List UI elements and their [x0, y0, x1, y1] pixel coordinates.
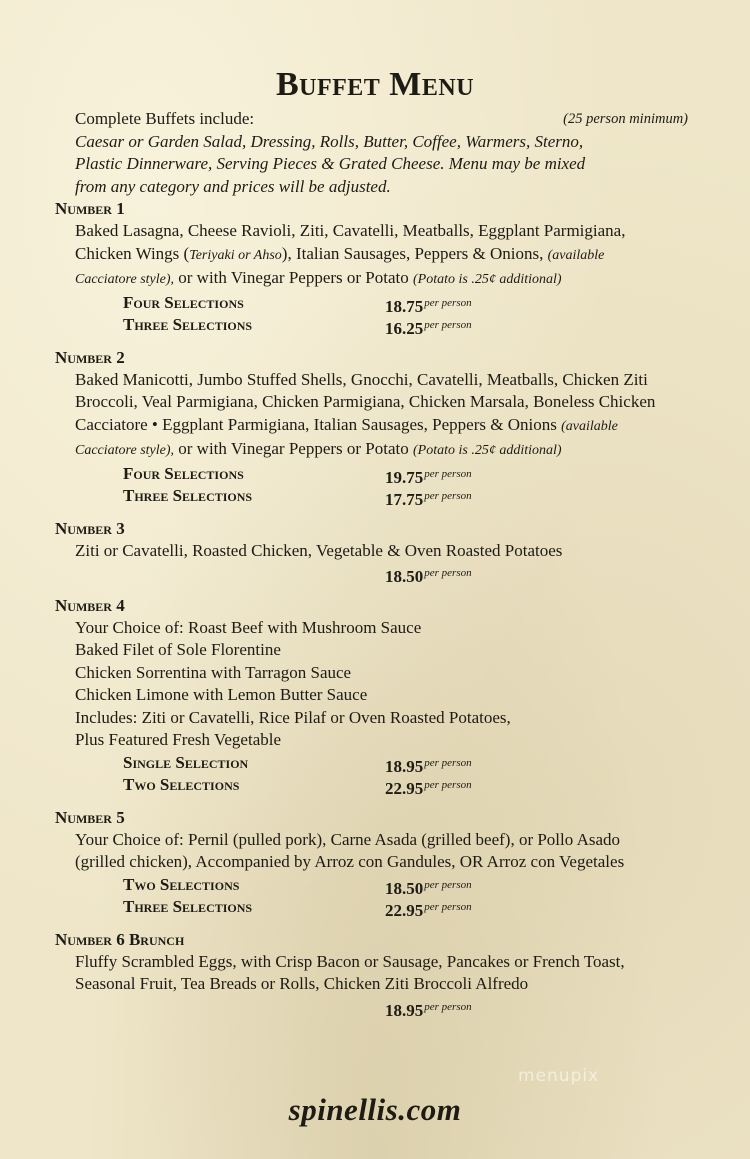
n1-line-1: Baked Lasagna, Cheese Ravioli, Ziti, Cavatelli, Meatballs, Eggplant Parmigiana,	[75, 221, 626, 240]
price	[385, 774, 472, 801]
n2-line-3	[0, 414, 750, 439]
selection-label: Two Selections	[123, 874, 240, 894]
price-value: 18.95	[385, 756, 424, 776]
price-row	[0, 292, 750, 315]
per-person-label: per person	[424, 1000, 472, 1013]
per-person-label: per person	[424, 756, 472, 769]
section-title-number-5: Number 5	[55, 807, 125, 827]
price-value: 18.75	[385, 296, 424, 316]
menu-content	[0, 108, 750, 1018]
n1-l3c: (Potato is .25¢ additional)	[413, 272, 562, 287]
price-value: 19.75	[385, 467, 424, 487]
section-title-number-3: Number 3	[55, 518, 125, 538]
n1-l3a: Cacciatore style),	[75, 272, 175, 287]
n4-line-5: Includes: Ziti or Cavatelli, Rice Pilaf or Oven Roasted Potatoes,	[75, 707, 511, 727]
n5-line-2: (grilled chicken), Accompanied by Arroz con Gandules, OR Arroz con Vegetales	[75, 852, 625, 871]
website-footer: spinellis.com	[288, 1092, 462, 1127]
n4-line-1: Your Choice of: Roast Beef with Mushroom Sauce	[75, 617, 422, 637]
price	[385, 314, 472, 341]
per-person-label: per person	[424, 490, 472, 502]
selection-label: Four Selections	[123, 292, 244, 312]
page-title: Buffet Menu	[275, 66, 475, 103]
price-value: 18.50	[385, 878, 424, 898]
price-row	[0, 896, 750, 919]
n2-l4a: Cacciatore style),	[75, 443, 175, 458]
price-value: 18.50	[385, 567, 424, 586]
price-row	[0, 562, 750, 585]
price	[385, 562, 472, 589]
intro-line-1	[0, 108, 750, 131]
n1-l3b: or with Vinegar Peppers or Potato	[174, 268, 414, 287]
intro-line-4: from any category and prices will be adjusted.	[75, 176, 391, 196]
price-value: 16.25	[385, 319, 424, 338]
n1-l2c: ), Italian Sausages, Peppers & Onions,	[281, 243, 548, 263]
price	[385, 896, 472, 923]
watermark: menupix	[518, 1066, 600, 1086]
n2-line-4	[0, 438, 750, 463]
n1-line-3	[0, 267, 750, 292]
n1-line-2	[0, 243, 750, 268]
per-person-label: per person	[424, 878, 472, 891]
n2-line-2: Broccoli, Veal Parmigiana, Chicken Parmigiana, Chicken Marsala, Boneless Chicken	[75, 392, 656, 411]
n1-l2b: Teriyaki or Ahso	[189, 247, 282, 263]
section-title-number-1: Number 1	[55, 199, 125, 218]
price-value: 17.75	[385, 490, 424, 509]
n6-line-1: Fluffy Scrambled Eggs, with Crisp Bacon or Sausage, Pancakes or French Toast,	[75, 951, 625, 971]
price-value: 18.95	[385, 1000, 424, 1020]
price-row	[0, 774, 750, 797]
per-person-label: per person	[424, 467, 472, 480]
n2-l4c: (Potato is .25¢ additional)	[413, 443, 562, 458]
n4-line-4: Chicken Limone with Lemon Butter Sauce	[75, 685, 368, 704]
n4-line-6: Plus Featured Fresh Vegetable	[75, 730, 282, 749]
n1-l2d: (available	[547, 247, 605, 263]
intro-line-2: Caesar or Garden Salad, Dressing, Rolls, Butter, Coffee, Warmers, Sterno,	[75, 131, 584, 151]
n3-line-1: Ziti or Cavatelli, Roasted Chicken, Vegetable & Oven Roasted Potatoes	[75, 540, 563, 560]
per-person-label: per person	[424, 567, 472, 579]
selection-label: Four Selections	[123, 463, 244, 483]
n2-l4b: or with Vinegar Peppers or Potato	[174, 439, 414, 458]
selection-label: Three Selections	[123, 315, 253, 334]
price-row	[0, 314, 750, 337]
price-row	[0, 874, 750, 897]
selection-label: Single Selection	[123, 752, 249, 772]
n6-line-2: Seasonal Fruit, Tea Breads or Rolls, Chicken Ziti Broccoli Alfredo	[75, 974, 529, 993]
selection-label: Three Selections	[123, 486, 253, 505]
per-person-label: per person	[424, 779, 472, 791]
section-title-number-4: Number 4	[55, 595, 125, 615]
section-title-number-6: Number 6 Brunch	[55, 929, 185, 949]
n2-l3b: (available	[561, 418, 618, 434]
selection-label: Three Selections	[123, 897, 253, 916]
price-row	[0, 485, 750, 508]
price-row	[0, 996, 750, 1019]
price-row	[0, 752, 750, 775]
price	[385, 996, 472, 1023]
n4-line-3: Chicken Sorrentina with Tarragon Sauce	[75, 662, 352, 682]
n5-line-1: Your Choice of: Pernil (pulled pork), Carne Asada (grilled beef), or Pollo Asado	[75, 829, 621, 849]
price-value: 22.95	[385, 779, 424, 798]
price-value: 22.95	[385, 901, 424, 920]
intro-text: Complete Buffets include:	[75, 109, 255, 128]
section-title-number-2: Number 2	[55, 347, 125, 367]
price	[385, 485, 472, 512]
n2-line-1: Baked Manicotti, Jumbo Stuffed Shells, Gnocchi, Cavatelli, Meatballs, Chicken Ziti	[75, 369, 648, 389]
n2-l3a: Cacciatore • Eggplant Parmigiana, Italian Sausages, Peppers & Onions	[75, 414, 562, 434]
selection-label: Two Selections	[123, 775, 240, 794]
per-person-label: per person	[424, 296, 472, 309]
n4-line-2: Baked Filet of Sole Florentine	[75, 640, 281, 659]
per-person-label: per person	[424, 319, 472, 331]
n1-l2a: Chicken Wings (	[75, 243, 190, 263]
intro-line-3: Plastic Dinnerware, Serving Pieces & Grated Cheese. Menu may be mixed	[75, 154, 586, 173]
per-person-label: per person	[424, 901, 472, 913]
price-row	[0, 463, 750, 486]
minimum-note: (25 person minimum)	[563, 111, 688, 127]
